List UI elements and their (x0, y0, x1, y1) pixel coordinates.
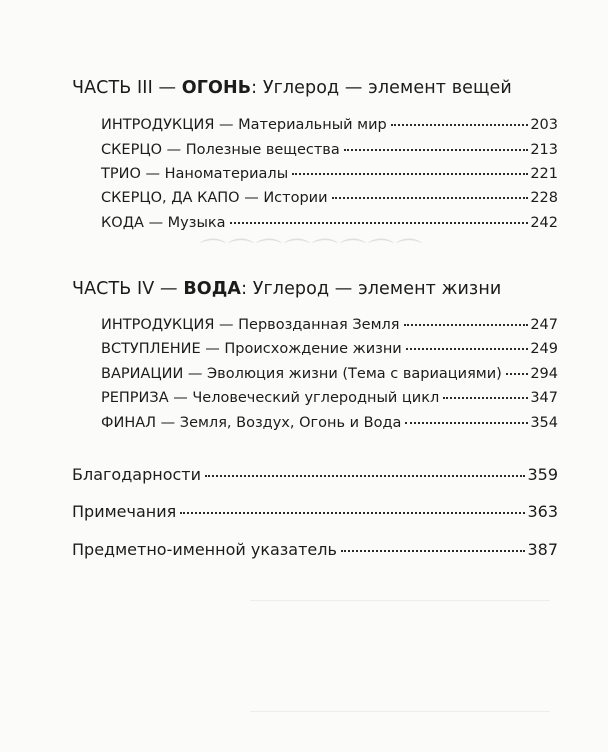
dot-leader (292, 173, 528, 175)
dot-leader (443, 397, 528, 399)
toc-entry-page: 203 (530, 117, 558, 133)
toc-entry[interactable] (101, 142, 558, 158)
toc-entry-page: 247 (530, 317, 558, 333)
toc-entry-page: 249 (530, 341, 558, 357)
dot-leader (406, 348, 529, 350)
part-iv-heading (72, 279, 501, 299)
dot-leader (404, 324, 529, 326)
dot-leader (205, 475, 525, 477)
part-iii-prefix: ЧАСТЬ III — (72, 78, 182, 98)
toc-entry-index[interactable] (72, 540, 558, 559)
toc-entry-page: 347 (530, 390, 558, 406)
toc-entry-label: ВАРИАЦИИ — Эволюция жизни (Тема с вариациями) (101, 366, 502, 382)
part-iv-prefix: ЧАСТЬ IV — (72, 279, 184, 299)
toc-entry-page: 242 (530, 215, 558, 231)
toc-entry-label: ВСТУПЛЕНИЕ — Происхождение жизни (101, 341, 402, 357)
toc-entry-label: ИНТРОДУКЦИЯ — Первозданная Земля (101, 317, 400, 333)
dot-leader (405, 422, 528, 424)
toc-entry[interactable] (101, 215, 558, 231)
toc-entry[interactable] (101, 117, 558, 133)
dot-leader (230, 222, 529, 224)
toc-entry[interactable] (101, 341, 558, 357)
toc-entry-label: ФИНАЛ — Земля, Воздух, Огонь и Вода (101, 415, 402, 431)
dot-leader (344, 149, 529, 151)
toc-entry-page: 213 (530, 142, 558, 158)
bleed-through-text: ⌒⌒⌒⌒⌒⌒⌒⌒ (200, 238, 425, 268)
toc-entry[interactable] (101, 166, 558, 182)
toc-entry[interactable] (101, 415, 558, 431)
toc-entry-label: РЕПРИЗА — Человеческий углеродный цикл (101, 390, 440, 406)
toc-entry-acknowledgements[interactable] (72, 465, 558, 484)
toc-entry[interactable] (101, 190, 558, 206)
toc-entry-page: 354 (530, 415, 558, 431)
toc-entry-page: 387 (527, 540, 558, 559)
toc-entry-page: 359 (527, 465, 558, 484)
dot-leader (341, 550, 526, 552)
toc-entry-label: СКЕРЦО, ДА КАПО — Истории (101, 190, 328, 206)
toc-entry-label: Примечания (72, 502, 177, 521)
part-iii-title: ОГОНЬ (181, 78, 252, 98)
toc-entry-label: Благодарности (72, 465, 201, 484)
toc-entry-label: ИНТРОДУКЦИЯ — Материальный мир (101, 117, 387, 133)
toc-entry-label: КОДА — Музыка (101, 215, 226, 231)
dot-leader (391, 124, 529, 126)
toc-entry-page: 221 (530, 166, 558, 182)
toc-entry[interactable] (101, 317, 558, 333)
part-iii-heading (72, 78, 512, 98)
toc-entry-label: ТРИО — Наноматериалы (101, 166, 289, 182)
part-iii-subtitle: : Углерод — элемент вещей (251, 78, 512, 98)
toc-entry-notes[interactable] (72, 502, 558, 521)
dot-leader (180, 512, 525, 514)
dot-leader (506, 373, 528, 375)
toc-entry-label: СКЕРЦО — Полезные вещества (101, 142, 340, 158)
toc-entry-label: Предметно-именной указатель (72, 540, 337, 559)
dot-leader (332, 197, 529, 199)
toc-entry-page: 294 (530, 366, 558, 382)
part-iv-subtitle: : Углерод — элемент жизни (241, 279, 502, 299)
part-iv-title: ВОДА (183, 279, 242, 299)
toc-entry-page: 228 (530, 190, 558, 206)
toc-entry-page: 363 (527, 502, 558, 521)
toc-entry[interactable] (101, 366, 558, 382)
toc-entry[interactable] (101, 390, 558, 406)
bleed-through-lines (250, 600, 550, 712)
